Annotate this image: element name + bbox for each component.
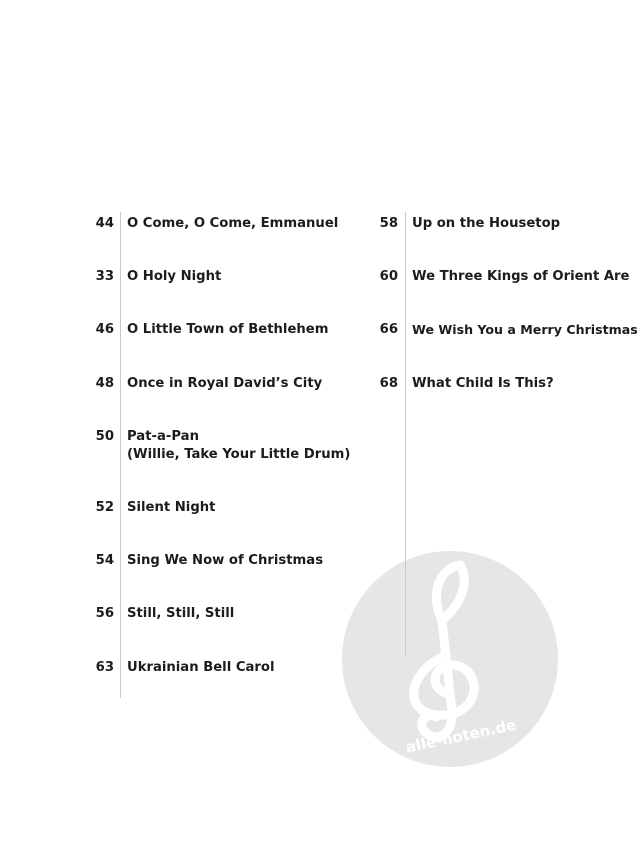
page-number: 58 (379, 216, 398, 231)
left-column-divider (120, 212, 121, 698)
song-title: Sing We Now of Christmas (127, 553, 324, 568)
song-title-line: Pat-a-Pan (127, 429, 199, 444)
page-number: 33 (95, 269, 114, 284)
song-title: What Child Is This? (412, 376, 554, 391)
song-title: Still, Still, Still (127, 606, 235, 621)
page-number: 54 (95, 553, 114, 568)
page-number: 68 (379, 376, 398, 391)
page-number: 63 (95, 660, 114, 675)
page-number: 66 (379, 322, 398, 337)
page-number: 56 (95, 606, 114, 621)
right-column-divider (405, 212, 406, 656)
page-number: 50 (95, 429, 114, 444)
song-title: Up on the Housetop (412, 216, 561, 231)
song-title (127, 428, 350, 464)
song-title: O Come, O Come, Emmanuel (127, 216, 339, 231)
song-subtitle: (Willie, Take Your Little Drum) (127, 447, 351, 462)
song-title: O Little Town of Bethlehem (127, 322, 329, 337)
page-number: 44 (95, 216, 114, 231)
song-title: O Holy Night (127, 269, 222, 284)
song-title: Silent Night (127, 500, 216, 515)
page-number: 52 (95, 500, 114, 515)
song-title: We Three Kings of Orient Are (412, 269, 630, 284)
song-title: Once in Royal David’s City (127, 376, 323, 391)
song-title: Ukrainian Bell Carol (127, 660, 275, 675)
page-number: 60 (379, 269, 398, 284)
song-title: We Wish You a Merry Christmas (412, 322, 638, 337)
page-number: 46 (95, 322, 114, 337)
watermark-text: alle-noten.de (404, 715, 518, 757)
page-number: 48 (95, 376, 114, 391)
treble-clef-watermark-icon (342, 551, 558, 767)
